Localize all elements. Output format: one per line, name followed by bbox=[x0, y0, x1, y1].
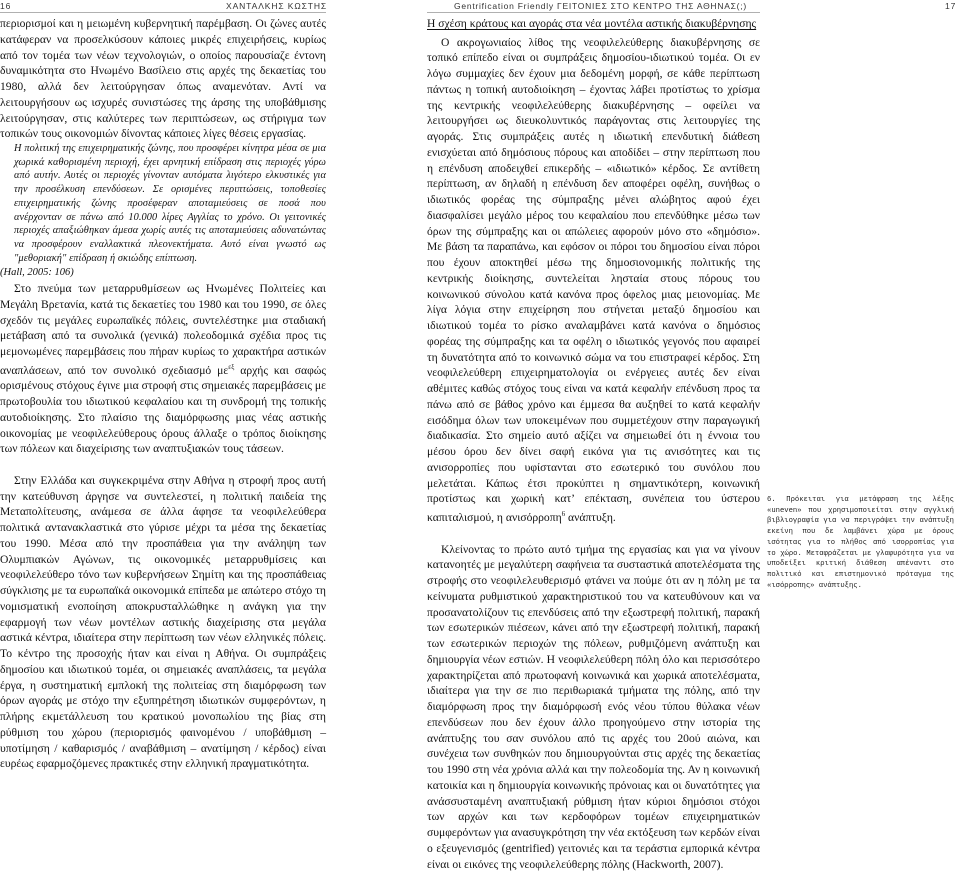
left-paragraph-2-text-b: αρχής και σαφώς ορισμένους στόχους έγινε μια στροφή στις σημειακές παρεμβάσεις με πρωτοβουλία του ιδιωτικού κεφαλαίου και τη συνδρομή της τοπικής αυτοδιοίκησης. Στο πλαίσιο της διαμόρφωσης μιας νέας αστικής οικονομίας με νεοφιλελεύθερους όρους άλλαξε ο τρόπος διοίκησης των πόλεων και διαχείρισης των αναπτυξιακών τους τάσεων. bbox=[0, 364, 326, 456]
left-page-number: 16 bbox=[0, 1, 11, 11]
left-column bbox=[0, 16, 326, 772]
right-column bbox=[427, 16, 760, 872]
left-paragraph-2 bbox=[0, 281, 326, 457]
right-paragraph-1-text-a: Ο ακρογωνιαίος λίθος της νεοφιλελεύθερης διακυβέρνησης σε τοπικό επίπεδο είναι οι συμπράξεις δημοσίου-ιδιωτικού τομέα. Οι εν λόγω συμμαχίες δεν έχουν μια δεδομένη μορφή, σε κάθε περίπτωση πάντως η τοπική αυτοδιοίκηση – έχοντας λάβει προτίστως το χρίσμα της κεντρικής νεοφιλελεύθερης διακυβέρνησης – οφείλει να λειτουργήσει ως διευκολυντικός παράγοντας στις λειτουργίες της αγοράς. Στις συμπράξεις αυτές η ιδιωτική επενδυτική διάθεση ενισχύεται από δημόσιους πόρους και αποδίδει – στην περίπτωση που η επένδυση αποδειχθεί επικερδής – «ιδιωτικό» κέρδος. Σε αντίθετη περίπτωση, αν δηλαδή η επένδυση δεν αποφέρει οφέλη, συνήθως ο ιδιωτικός φορέας της σύμπραξης μένει αλώβητος αφού έχει διασφαλίσει μεγάλο μέρος του κεφαλαίου που επενδύθηκε μέσω των όρων της σύμπραξης και οι απώλειες αφορούν μόνο στο «δημόσιο». Με βάση τα παραπάνω, και εφόσον οι πόροι του δημοσίου είναι πόροι που έχουν αποκτηθεί μέσω της δημοσιονομικής πολιτικής της κεντρικής διοίκησης, συντελείται λησταία στους πόρους του κοινωνικού σύνολου κατά κανόνα προς όφελος μιας μειονομίας. Με λίγα λόγια στην επιχείρηση που στήνεται μεταξύ δημοσίου και ιδιωτικού τομέα το ρίσκο αναλαμβάνει κατά κανόνα ο δημόσιος φορέας της σύμπραξης και τα οφέλη ο ιδιωτικός γεγονός που αφαιρεί τη δυνατότητα από το κοινωνικό σώμα να του επιστραφεί κέρδος. Στη νεοφιλελεύθερη επιχειρηματολογία οι ενέργειες αυτές δεν είναι αθέμιτες καθώς στόχος τους είναι να κατά κεφαλήν επένδυση προς τα πάνω από σε βάθος χρόνο και έμμεσα θα αυξηθεί το κατά κεφαλήν εισόδημα όλων των υποκειμένων που συμμετέχουν στην παραγωγική διαδικασία. Στο σημείο αυτό αξίζει να σημειωθεί ότι η έννοια του μέσου όρου δεν δίνει σαφή εικόνα για τις ανισότητες και τις ανισορροπίες που υφίστανται στο εσωτερικό του συνόλου που μελετάται. Κάπως έτσι προκύπτει η σημαντικότερη, κοινωνική προτίστως και χωρική κατ’ επέκταση, συνέπεια του ύστερου καπιταλισμού, η ανισόρροπη bbox=[427, 36, 760, 524]
left-paragraph-1: περιορισμοί και η μειωμένη κυβερνητική παρέμβαση. Οι ζώνες αυτές κατάφεραν να προσελκύσουν κάποιες μικρές επιχειρήσεις, κυρίως από τον τομέα των νέων τεχνολογιών, ο οποίος παρουσίαζε έντονη δυναμικότητα στο Ηνωμένο Βασίλειο στις αρχές της δεκαετίας του 1980, αλλά δεν λειτούργησαν όπως αναμενόταν. Αντί να λειτουργήσουν ως ισχυρές συνιστώσες της άρσης της υποβάθμισης λειτούργησαν, στις καλύτερες των περιπτώσεων, ως στήριγμα των τοπικών τους οικονομιών δίνοντας κάποιες λίγες θέσεις εργασίας. bbox=[0, 16, 326, 142]
left-paragraph-3: Στην Ελλάδα και συγκεκριμένα στην Αθήνα η στροφή προς αυτή την κατεύθυνση άργησε να συντελεστεί, η πολιτική παιδεία της Μεταπολίτευσης, ανάμεσα σε άλλα άφησε τα νεοφιλελεύθερα πολιτικά αντανακλαστικά στο γύρισε μέχρι τα μέσα της δεκαετίας του 1990. Μέσα από την προσπάθεια για την ανάληψη των Ολυμπιακών Αγώνων, τις οικονομικές μεταρρυθμίσεις και νεοφιλελεύθερο τόνο των κυβερνήσεων Σημίτη και της προσπάθειας σύγκλισης με τα ευρωπαϊκά οικονομικά επίπεδα με απώτερο στόχο τη νομισματική ενοποίηση αποκρυσταλλώθηκε η ανάγκη για την εφαρμογή των νέων μοντέλων αστικής διαχείρισης στα μεγάλα αστικά κέντρα, ιδιαίτερα στην περίπτωση των νέων ελληνικές πόλεις. Το κέντρο της προσοχής ήταν και είναι η Αθήνα. Οι συμπράξεις δημοσίου και ιδιωτικού τομέα, οι σημειακές αναπλάσεις, τα μεγάλα έργα, η συστηματική εμπλοκή της πολιτείας στη διαμόρφωση των όρων αγοράς με στόχο την εξυπηρέτηση ιδιωτικών συμφερόντων, η πλήρης εκμετάλλευση του κρατικού μονοπωλίου της βίας στη ρύθμιση του χώρου (περιορισμός φαινομένου / υποβάθμιση – υποτίμηση / καθαρισμός / αναβάθμιση – ανατίμηση / κέρδος) είναι ευρέως εφαρμοζόμενες πρακτικές στην ελληνική πραγματικότητα. bbox=[0, 473, 326, 772]
right-header-rule bbox=[427, 12, 760, 13]
block-quote: Η πολιτική της επιχειρηματικής ζώνης, που προσφέρει κίνητρα μέσα σε μια χωρικά καθορισμένη περιοχή, έχει αρνητική επίδραση στις περιοχές γύρω από αυτήν. Αυτές οι περιοχές γίνονταν αυτόματα λιγότερο ελκυστικές για την προσέλκυση επενδύσεων. Σε ορισμένες περιπτώσεις, τοποθεσίες επιχειρηματικής ζώνης προσέφεραν αποταμιεύσεις σε ποσά που ανέρχονταν σε πάνω από 10.000 λίρες Αγγλίας το χρόνο. Οι γειτονικές περιοχές απαξιώθηκαν άμεσα χωρίς αυτές τις αποταμιεύσεις αδυνατώντας να προσφέρουν εναλλακτικά πλεονεκτήματα. Αυτό είναι γνωστό ως "μεθοριακή" επίδραση ή σκιώδης επίπτωση. bbox=[0, 142, 326, 265]
right-page-number: 17 bbox=[945, 1, 956, 11]
left-running-title: ΧΑΝΤΑΛΚΗΣ ΚΩΣΤΗΣ bbox=[226, 1, 327, 11]
right-paragraph-2: Κλείνοντας το πρώτο αυτό τμήμα της εργασίας και για να γίνουν κατανοητές με μεγαλύτερη σαφήνεια τα συσταστικά αποτελέσματα της στροφής στο νεοφιλελευθερισμό φτάνει να πούμε ότι αν η πόλη με τα κείνυματα ρυθμιστικού χαρακτηριστικού του να κατευθύνουν και να προσανατολίζουν τις επενδύσεις από την εξωστρεφή πολιτική, παρακή των εσωτερικών πιέσεων, κάνει από την εξωστρεφή πολιτική, παρακή των εσωτερικών περιοχών της πόλεων, ρυθμιζόμενη ανάπτυξη και δημιουργία νέων εστιών. Η νεοφιλελεύθερη πόλη όλο και περισσότερο χαρακτηρίζεται από πρωτοφανή κοινωνικά και χωρικά αποτελέσματα, ιδιαίτερα για την σε πιο περιθωριακά τμήματα της πόλης, από την διαμόρφωση προς την διαμόρφωσή ενός νέου τύπου θύλακα νέων επενδύσεων που δεν έχουν άλλο προηγούμενο στην ιστορία της ανάπτυξης του σαν συνόλου από τις αρχές του 20ού αιώνα, και συνέχεια των συνθηκών που δημιουργούνται στις αρχές της δεκαετίας του 1990 στη νέα χρόνια αλλά και την πολεοδομία της. Αν η κοινωνική κατοικία και η δημιουργία κοινωνικής πρόνοιας και οι δυνατότητες για ανάσσυσταμένη αναπτυξιακή ρύθμιση ήταν κύριοι δημόσιοι στόχοι των αρχών και των κερδοφόρων τομέων επιχειρηματικών συμφερόντων για ανασυγκρότηση την νέα εκτόξευση των κερδών είναι ο εξευγενισμός (gentrified) γειτονιές και τα τεράστια εμπορικά κέντρα είναι οι εικόνες της νεοφιλελεύθερης πόλης (Hackworth, 2007). bbox=[427, 542, 760, 872]
quote-citation: (Hall, 2005: 106) bbox=[0, 265, 326, 281]
right-paragraph-1-text-b: ανάπτυξη. bbox=[565, 511, 616, 524]
right-running-title: Gentrification Friendly ΓΕΙΤΟΝΙΕΣ ΣΤΟ ΚΕΝΤΡΟ ΤΗΣ ΑΘΗΝΑΣ(;) bbox=[454, 1, 747, 11]
footnote-text: Πρόκειται για μετάφραση της λέξης «uneven» που χρησιμοποιείται στην αγγλική βιβλιογραφία για να περιγράψει την ανάπτυξη εκείνη που δε λαμβάνει χώρα με όρους ισότητας για το πλήθος από ισορροπίας για το χώρο. Μεταφράζεται με γλαφυρότητα για να υποδείξει κριτική διάθεση απέναντι στο πολιτικό και επιστημονικό πρόταγμα της «ισόρροπης» ανάπτυξης. bbox=[767, 496, 954, 590]
superscript-eks: εξ bbox=[228, 363, 234, 371]
left-paragraph-2-text-a: Στο πνεύμα των μεταρρυθμίσεων ως Ηνωμένες Πολιτείες και Μεγάλη Βρετανία, κατά τις δεκαετίες του 1980 και του 1990, σε όλες σχεδόν τις μεγάλες ευρωπαϊκές πόλεις, συντελέστηκε μια σταδιακή μετάβαση από τα συνολικά (γενικά) πολεοδομικά σχέδια προς τις μεμονωμένες παρεμβάσεις που πήραν κυρίως το χαρακτήρα αστικών αναπλάσεων, από τον συνολικό σχεδιασμό με bbox=[0, 282, 326, 377]
footnote-number: 6. bbox=[767, 496, 776, 504]
section-heading: Η σχέση κράτους και αγοράς στα νέα μοντέλα αστικής διακυβέρνησης bbox=[427, 16, 760, 32]
footnote-marker-6: 6 bbox=[562, 510, 566, 518]
right-paragraph-1 bbox=[427, 35, 760, 526]
left-header-rule bbox=[0, 12, 326, 13]
footnote bbox=[767, 495, 954, 591]
